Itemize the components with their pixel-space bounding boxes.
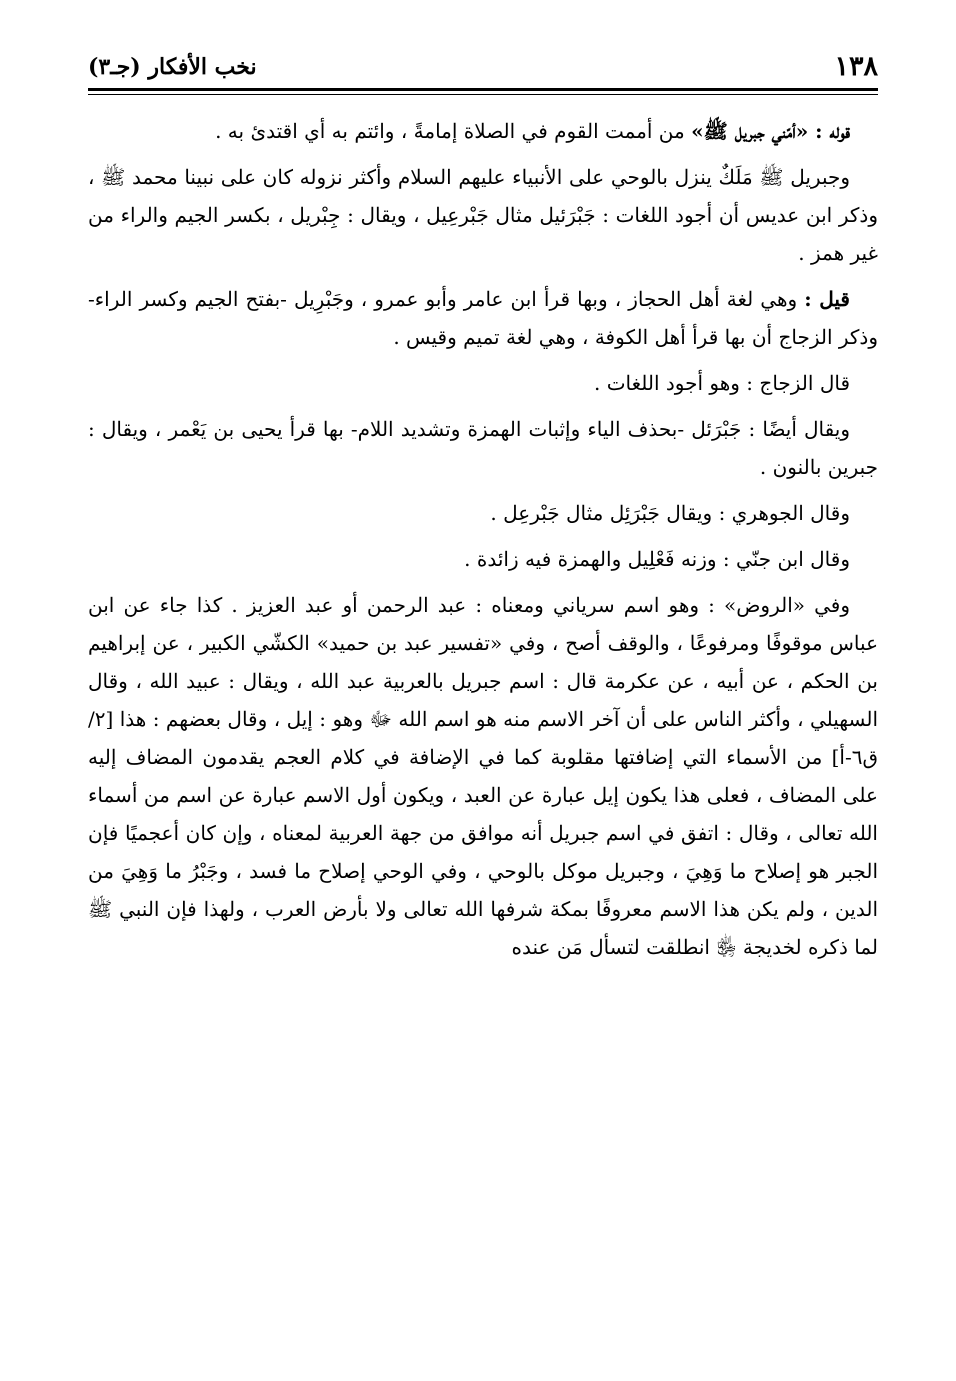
paragraph: [88, 586, 878, 966]
paragraph-lead: قوله : «أمّني جبريل ﷺ»: [691, 119, 850, 143]
header-rule-thick: [88, 88, 878, 91]
paragraph: [88, 494, 878, 532]
paragraph: [88, 112, 878, 150]
paragraph-text: وجبريل ﷺ مَلَكٌ ينزل بالوحي على الأنبياء عليهم السلام وأكثر نزوله كان على نبينا محمد ﷺ ، وذكر ابن عديس أن أجود اللغات : جَبْرَئيل مثال جَبْرعِيل ، ويقال : جِبْريل ، بكسر الجيم والراء من غير همز .: [88, 165, 878, 265]
paragraph-text: قال الزجاج : وهو أجود اللغات .: [593, 371, 850, 395]
paragraph-text: وقال ابن جنّي : وزنه فَعْلِيل والهمزة فيه زائدة .: [464, 547, 850, 571]
running-title: نخب الأفكار (جـ٣): [88, 54, 257, 80]
paragraph: [88, 540, 878, 578]
body-text: [88, 112, 878, 974]
header-rule-thin: [88, 94, 878, 95]
page-number: ١٣٨: [834, 51, 878, 82]
paragraph: [88, 158, 878, 272]
paragraph-text: ويقال أيضًا : جَبْرَئل -بحذف الياء وإثبات الهمزة وتشديد اللام- بها قرأ يحيى بن يَعْمر ، ويقال : جبرين بالنون .: [88, 417, 878, 479]
paragraph-text: وفي «الروض» : وهو اسم سرياني ومعناه : عبد الرحمن أو عبد العزيز . كذا جاء عن ابن عباس موقوفًا ومرفوعًا ، والوقف أصح ، وفي «تفسير عبد بن حميد» الكشّي الكبير ، عن إبراهيم بن الحكم ، عن أبيه ، عن عكرمة قال : اسم جبريل بالعربية عبد الله ، ويقال : عبيد الله ، وقال السهيلي ، وأكثر الناس على أن آخر الاسم منه هو اسم الله ﷻ وهو : إيل ، وقال بعضهم : هذا [٢/ ق٦-أ] من الأسماء التي إضافتها مقلوبة كما في الإضافة في كلام العجم يقدمون المضاف إليه على المضاف ، فعلى هذا يكون إيل عبارة عن العبد ، ويكون أول الاسم عبارة عن اسم من أسماء الله تعالى ، وقال : اتفق في اسم جبريل أنه موافق من جهة العربية لمعناه ، وإن كان أعجميًا فإن الجبر هو إصلاح ما وَهِيَ ، وجبريل موكل بالوحي ، وفي الوحي إصلاح ما فسد ، وجَبْرُ ما وَهِيَ من الدين ، ولم يكن هذا الاسم معروفًا بمكة شرفها الله تعالى ولا بأرض العرب ، ولهذا فإن النبي ﷺ لما ذكره لخديجة ﵂ انطلقت لتسأل مَن عنده: [88, 593, 878, 959]
paragraph: [88, 410, 878, 486]
paragraph-lead: قيل :: [804, 287, 850, 311]
page-header: [88, 50, 878, 90]
paragraph-text: وقال الجوهري : ويقال جَبْرَئِل مثال جَبْرعِل .: [490, 501, 850, 525]
paragraph-text: وهي لغة أهل الحجاز ، وبها قرأ ابن عامر وأبو عمرو ، وجَبْرِيل -بفتح الجيم وكسر الراء- وذكر الزجاج أن بها قرأ أهل الكوفة ، وهي لغة تميم وقيس .: [88, 287, 878, 349]
paragraph: [88, 364, 878, 402]
paragraph-text: من أممت القوم في الصلاة إمامةً ، وائتم به أي اقتدئ به .: [215, 119, 692, 143]
paragraph: [88, 280, 878, 356]
